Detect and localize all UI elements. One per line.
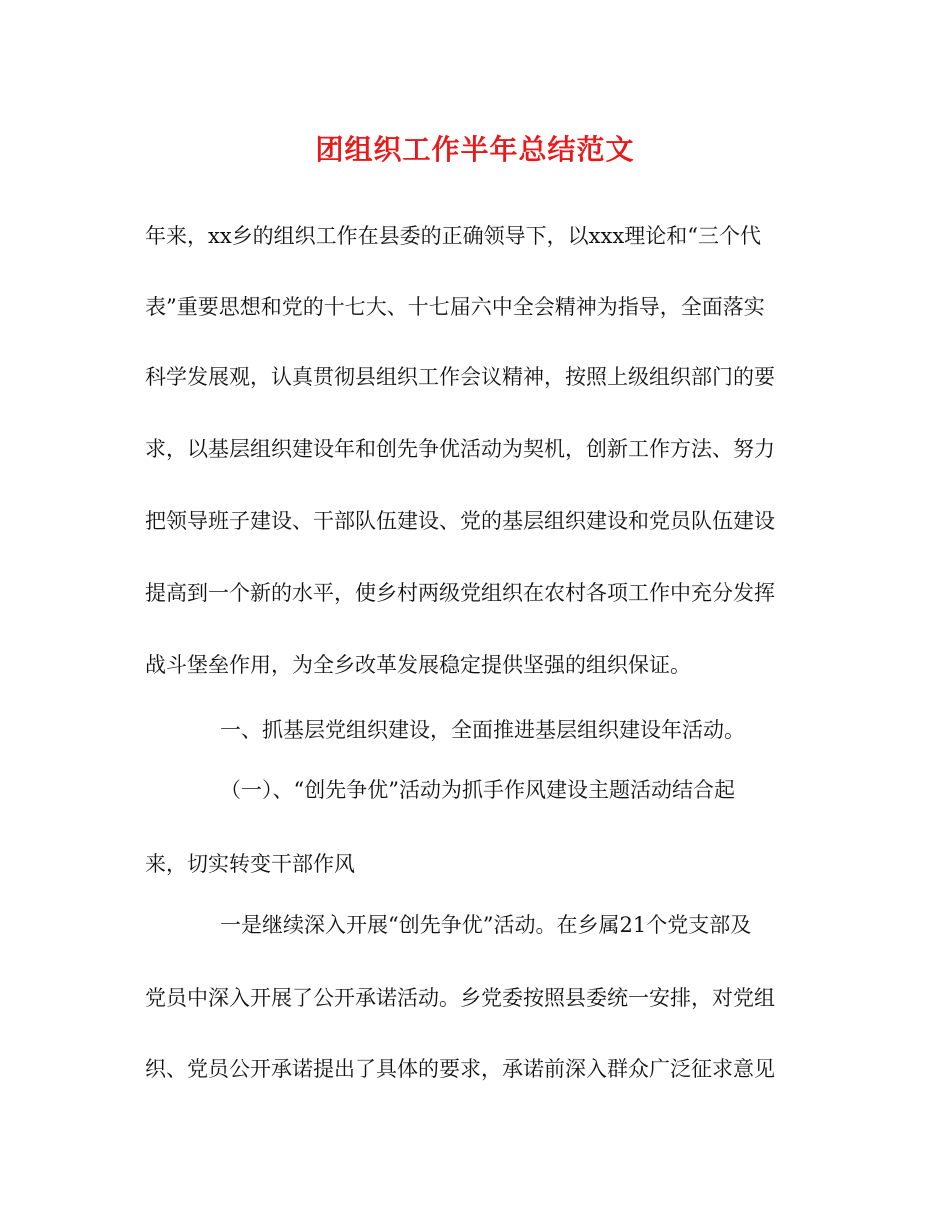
body-line-7: 战斗堡垒作用，为全乡改革发展稳定提供坚强的组织保证。 <box>145 653 691 677</box>
body-line-8: 一是继续深入开展“创先争优”活动。在乡属21个党支部及 <box>220 913 752 937</box>
section-heading-1: 一、抓基层党组织建设，全面推进基层组织建设年活动。 <box>220 718 745 742</box>
subsection-heading-1: （一）、“创先争优”活动为抓手作风建设主题活动结合起 <box>220 778 735 802</box>
body-line-4: 求，以基层组织建设年和创先争优活动为契机，创新工作方法、努力 <box>145 437 775 461</box>
body-line-5: 把领导班子建设、干部队伍建设、党的基层组织建设和党员队伍建设 <box>145 509 775 533</box>
body-line-3: 科学发展观，认真贯彻县组织工作会议精神，按照上级组织部门的要 <box>145 365 775 389</box>
body-line-2: 表”重要思想和党的十七大、十七届六中全会精神为指导，全面落实 <box>145 295 765 319</box>
body-line-1: 年来，xx乡的组织工作在县委的正确领导下，以xxx理论和“三个代 <box>145 224 761 248</box>
body-line-6: 提高到一个新的水平，使乡村两级党组织在农村各项工作中充分发挥 <box>145 581 775 605</box>
subsection-heading-1-cont: 来，切实转变干部作风 <box>145 852 355 876</box>
document-title: 团组织工作半年总结范文 <box>315 133 635 166</box>
body-line-9: 党员中深入开展了公开承诺活动。乡党委按照县委统一安排，对党组 <box>145 986 775 1010</box>
body-line-10: 织、党员公开承诺提出了具体的要求，承诺前深入群众广泛征求意见 <box>145 1057 775 1081</box>
